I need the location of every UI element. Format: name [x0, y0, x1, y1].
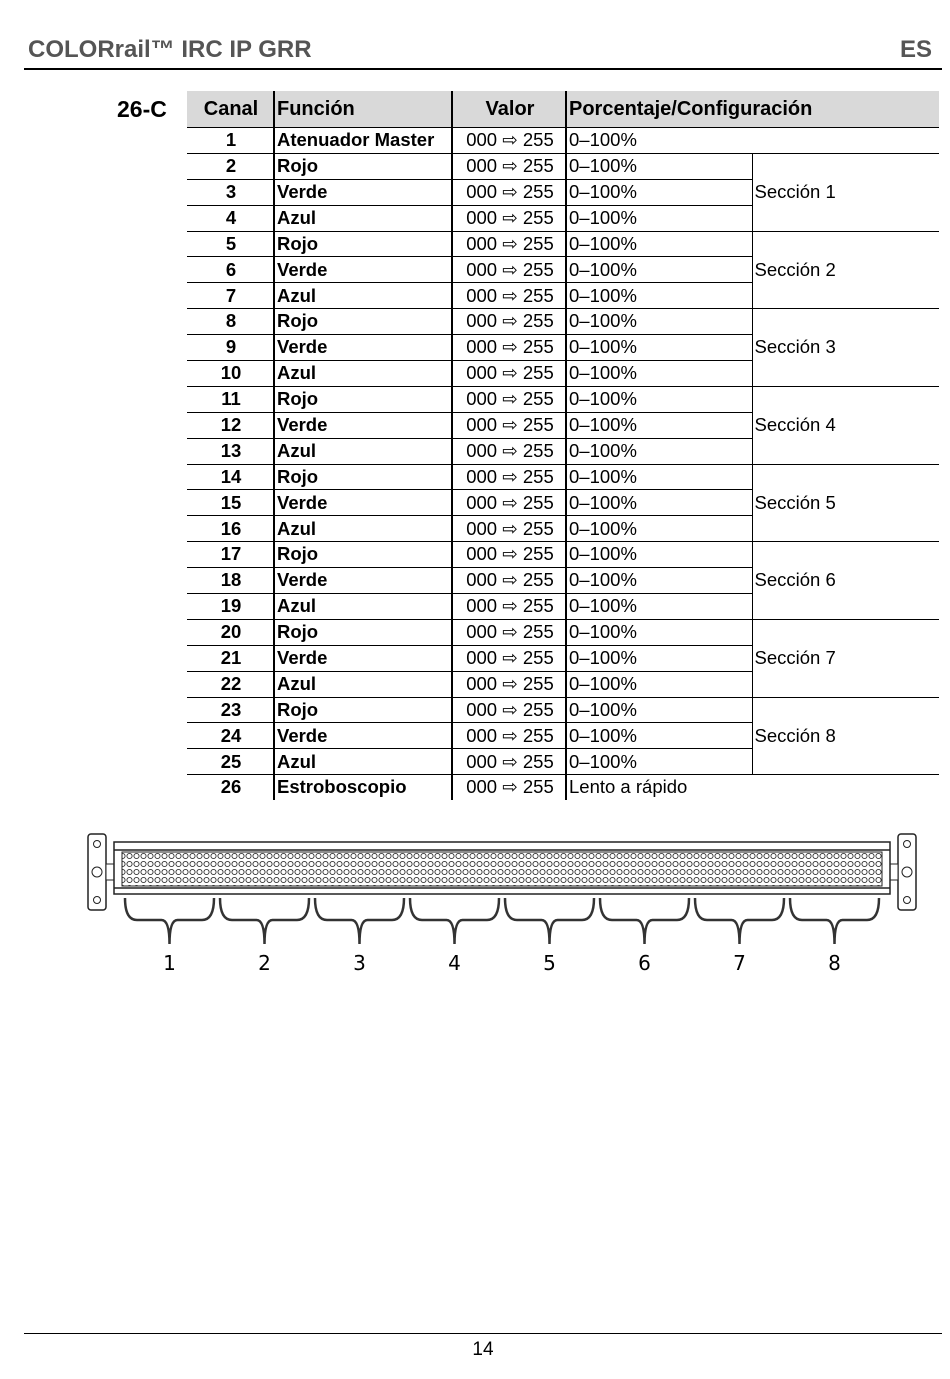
cell-function: Verde [274, 723, 452, 749]
cell-percent: 0–100% [566, 697, 752, 723]
cell-value: 000 ⇨ 255 [452, 309, 566, 335]
cell-channel: 3 [187, 179, 274, 205]
cell-percent: 0–100% [566, 205, 752, 231]
cell-percent: 0–100% [566, 619, 752, 645]
cell-value: 000 ⇨ 255 [452, 645, 566, 671]
section-label: 5 [543, 951, 556, 975]
cell-section: Sección 5 [752, 464, 939, 542]
document-title: COLORrail™ IRC IP GRR [28, 36, 312, 63]
section-label: 1 [163, 951, 176, 975]
cell-percent: 0–100% [566, 179, 752, 205]
cell-percent: 0–100% [566, 671, 752, 697]
cell-percent: 0–100% [566, 153, 752, 179]
cell-percent: 0–100% [566, 542, 752, 568]
header-canal: Canal [187, 91, 274, 128]
cell-function: Azul [274, 205, 452, 231]
cell-value: 000 ⇨ 255 [452, 594, 566, 620]
table-row [187, 231, 939, 257]
cell-channel: 8 [187, 309, 274, 335]
cell-channel: 12 [187, 412, 274, 438]
cell-percent: 0–100% [566, 309, 752, 335]
cell-section: Sección 1 [752, 153, 939, 231]
footer-rule [24, 1333, 942, 1334]
section-bracket [695, 898, 784, 944]
cell-value: 000 ⇨ 255 [452, 516, 566, 542]
cell-function: Rojo [274, 153, 452, 179]
header-valor: Valor [452, 91, 566, 128]
cell-channel: 2 [187, 153, 274, 179]
cell-percent: 0–100% [566, 645, 752, 671]
cell-function: Verde [274, 412, 452, 438]
table-row [187, 542, 939, 568]
table-row [187, 386, 939, 412]
section-bracket [315, 898, 404, 944]
cell-function: Azul [274, 516, 452, 542]
table-row [187, 464, 939, 490]
cell-function: Azul [274, 361, 452, 387]
cell-percent: 0–100% [566, 361, 752, 387]
cell-function: Verde [274, 335, 452, 361]
cell-function: Verde [274, 257, 452, 283]
cell-function: Rojo [274, 619, 452, 645]
cell-value: 000 ⇨ 255 [452, 386, 566, 412]
cell-percent: 0–100% [566, 128, 939, 154]
table-row [187, 153, 939, 179]
section-label: 8 [828, 951, 841, 975]
cell-percent: 0–100% [566, 335, 752, 361]
cell-channel: 21 [187, 645, 274, 671]
cell-value: 000 ⇨ 255 [452, 723, 566, 749]
section-bracket [600, 898, 689, 944]
cell-channel: 4 [187, 205, 274, 231]
fixture-body [114, 842, 890, 894]
cell-value: 000 ⇨ 255 [452, 231, 566, 257]
section-labels [163, 951, 841, 975]
cell-section: Sección 7 [752, 619, 939, 697]
cell-function: Azul [274, 594, 452, 620]
cell-percent: 0–100% [566, 464, 752, 490]
cell-value: 000 ⇨ 255 [452, 697, 566, 723]
section-bracket [505, 898, 594, 944]
cell-channel: 25 [187, 749, 274, 775]
cell-value: 000 ⇨ 255 [452, 775, 566, 800]
header-funcion: Función [274, 91, 452, 128]
cell-channel: 17 [187, 542, 274, 568]
cell-percent: 0–100% [566, 490, 752, 516]
table-row [187, 775, 939, 800]
cell-percent: 0–100% [566, 438, 752, 464]
cell-percent: 0–100% [566, 231, 752, 257]
cell-channel: 7 [187, 283, 274, 309]
cell-value: 000 ⇨ 255 [452, 283, 566, 309]
cell-percent: 0–100% [566, 516, 752, 542]
cell-value: 000 ⇨ 255 [452, 205, 566, 231]
cell-value: 000 ⇨ 255 [452, 179, 566, 205]
cell-section: Sección 2 [752, 231, 939, 309]
section-bracket [220, 898, 309, 944]
cell-function: Rojo [274, 697, 452, 723]
cell-value: 000 ⇨ 255 [452, 542, 566, 568]
cell-value: 000 ⇨ 255 [452, 128, 566, 154]
cell-function: Azul [274, 438, 452, 464]
cell-function: Rojo [274, 464, 452, 490]
cell-percent: 0–100% [566, 257, 752, 283]
cell-percent: 0–100% [566, 283, 752, 309]
cell-channel: 13 [187, 438, 274, 464]
cell-function: Verde [274, 645, 452, 671]
section-bracket [790, 898, 879, 944]
cell-channel: 22 [187, 671, 274, 697]
cell-value: 000 ⇨ 255 [452, 153, 566, 179]
cell-value: 000 ⇨ 255 [452, 749, 566, 775]
table-row [187, 128, 939, 154]
section-brackets [125, 898, 879, 944]
cell-section: Sección 6 [752, 542, 939, 620]
cell-channel: 24 [187, 723, 274, 749]
section-label: 4 [448, 951, 461, 975]
section-label: 3 [353, 951, 366, 975]
dmx-channel-table [187, 91, 939, 800]
cell-channel: 5 [187, 231, 274, 257]
language-code: ES [899, 36, 932, 63]
cell-value: 000 ⇨ 255 [452, 257, 566, 283]
cell-function: Rojo [274, 309, 452, 335]
cell-percent: 0–100% [566, 594, 752, 620]
cell-channel: 9 [187, 335, 274, 361]
cell-value: 000 ⇨ 255 [452, 412, 566, 438]
cell-value: 000 ⇨ 255 [452, 335, 566, 361]
section-label: 6 [638, 951, 651, 975]
section-label: 7 [733, 951, 746, 975]
section-label: 2 [258, 951, 271, 975]
cell-function: Rojo [274, 386, 452, 412]
right-mounting-bracket [888, 834, 916, 910]
fixture-sections-diagram [84, 828, 924, 988]
cell-value: 000 ⇨ 255 [452, 438, 566, 464]
cell-channel: 16 [187, 516, 274, 542]
cell-value: 000 ⇨ 255 [452, 361, 566, 387]
table-header-row [187, 91, 939, 128]
table-row [187, 619, 939, 645]
cell-channel: 19 [187, 594, 274, 620]
cell-value: 000 ⇨ 255 [452, 671, 566, 697]
cell-channel: 6 [187, 257, 274, 283]
left-mounting-bracket [88, 834, 116, 910]
cell-percent: 0–100% [566, 723, 752, 749]
cell-percent: 0–100% [566, 568, 752, 594]
cell-function: Verde [274, 490, 452, 516]
cell-percent: 0–100% [566, 412, 752, 438]
cell-channel: 1 [187, 128, 274, 154]
page-header [24, 34, 942, 70]
cell-value: 000 ⇨ 255 [452, 490, 566, 516]
cell-channel: 23 [187, 697, 274, 723]
section-bracket [410, 898, 499, 944]
cell-section: Sección 3 [752, 309, 939, 387]
cell-channel: 10 [187, 361, 274, 387]
cell-channel: 18 [187, 568, 274, 594]
section-bracket [125, 898, 214, 944]
cell-function: Azul [274, 749, 452, 775]
cell-function: Verde [274, 179, 452, 205]
cell-value: 000 ⇨ 255 [452, 464, 566, 490]
dmx-mode-label: 26-C [117, 96, 167, 122]
cell-percent: Lento a rápido [566, 775, 939, 800]
cell-function: Atenuador Master [274, 128, 452, 154]
cell-function: Verde [274, 568, 452, 594]
cell-section: Sección 8 [752, 697, 939, 775]
cell-channel: 15 [187, 490, 274, 516]
cell-channel: 26 [187, 775, 274, 800]
cell-channel: 20 [187, 619, 274, 645]
cell-function: Azul [274, 283, 452, 309]
cell-function: Azul [274, 671, 452, 697]
cell-percent: 0–100% [566, 749, 752, 775]
table-row [187, 697, 939, 723]
page-number: 14 [472, 1339, 494, 1360]
cell-function: Rojo [274, 231, 452, 257]
cell-section: Sección 4 [752, 386, 939, 464]
table-body [187, 128, 939, 801]
cell-function: Rojo [274, 542, 452, 568]
cell-value: 000 ⇨ 255 [452, 619, 566, 645]
cell-channel: 11 [187, 386, 274, 412]
cell-percent: 0–100% [566, 386, 752, 412]
cell-channel: 14 [187, 464, 274, 490]
header-porcentaje: Porcentaje/Configuración [566, 91, 939, 128]
cell-function: Estroboscopio [274, 775, 452, 800]
table-row [187, 309, 939, 335]
cell-value: 000 ⇨ 255 [452, 568, 566, 594]
